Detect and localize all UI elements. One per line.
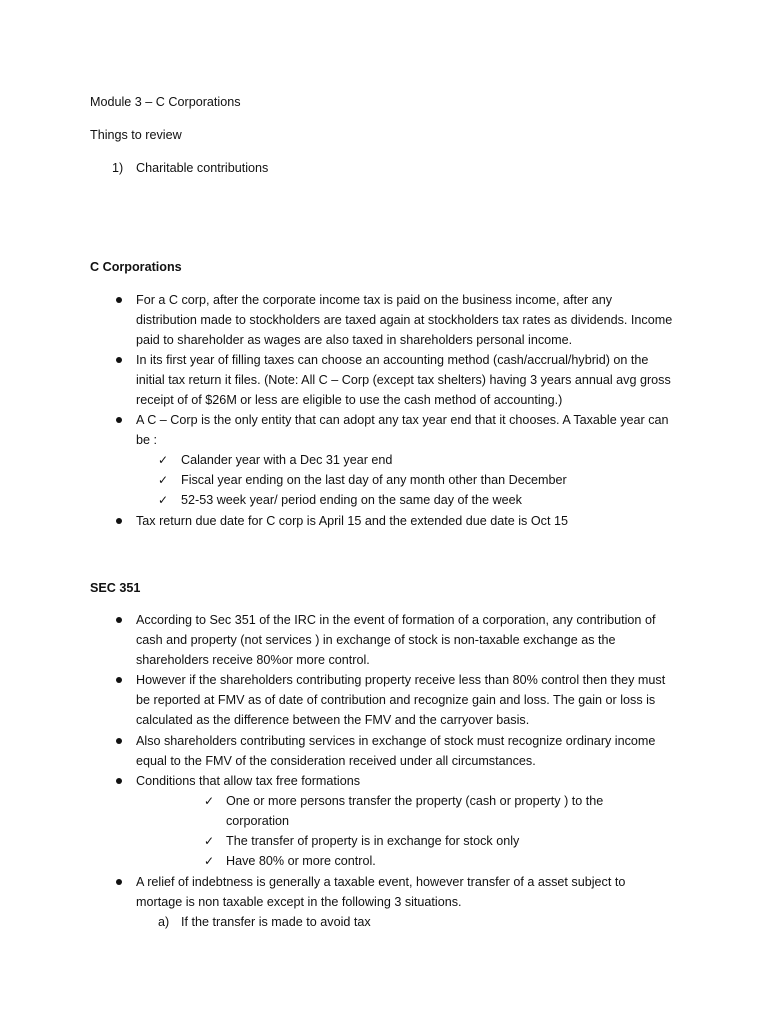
review-item-number: 1) <box>112 161 124 175</box>
bullet-line: receipt of of $26M or less are eligible to use the cash method of accounting.) <box>136 393 563 407</box>
bullet-line: calculated as the difference between the FMV and the carryover basis. <box>136 713 530 727</box>
bullet-dot-icon <box>116 297 122 303</box>
section-heading-sec-351: SEC 351 <box>90 581 141 595</box>
bullet-line: cash and property (not services ) in exchange of stock is non-taxable exchange as the <box>136 633 616 647</box>
bullet-dot-icon <box>116 879 122 885</box>
bullet-line: Conditions that allow tax free formations <box>136 774 361 788</box>
sub-item-text: If the transfer is made to avoid tax <box>181 915 371 929</box>
checkmark-icon: ✓ <box>158 493 169 507</box>
bullet-line: equal to the FMV of the consideration received under all circumstances. <box>136 754 536 768</box>
bullet-line: For a C corp, after the corporate income tax is paid on the business income, after any <box>136 293 613 307</box>
check-item: Fiscal year ending on the last day of any month other than December <box>181 473 567 487</box>
bullet-line: be : <box>136 433 158 447</box>
bullet-line: distribution made to stockholders are taxed again at stockholders tax rates as dividends. Income <box>136 313 673 327</box>
bullet-line: A C – Corp is the only entity that can adopt any tax year end that it chooses. A Taxable year can <box>136 413 669 427</box>
check-item: One or more persons transfer the property (cash or property ) to the <box>226 794 604 808</box>
checkmark-icon: ✓ <box>204 794 215 808</box>
sub-item-letter: a) <box>158 915 170 929</box>
bullet-line: initial tax return it files. (Note: All C – Corp (except tax shelters) having 3 years annual avg gross <box>136 373 671 387</box>
bullet-line: However if the shareholders contributing property receive less than 80% control then they must <box>136 673 666 687</box>
bullet-dot-icon <box>116 357 122 363</box>
checkmark-icon: ✓ <box>204 834 215 848</box>
check-item: 52-53 week year/ period ending on the same day of the week <box>181 493 522 507</box>
bullet-line: be reported at FMV as of date of contribution and recognize gain and loss. The gain or loss is <box>136 693 656 707</box>
bullet-line: According to Sec 351 of the IRC in the event of formation of a corporation, any contribution of <box>136 613 656 627</box>
checkmark-icon: ✓ <box>158 453 169 467</box>
bullet-dot-icon <box>116 738 122 744</box>
checkmark-icon: ✓ <box>158 473 169 487</box>
review-item-text: Charitable contributions <box>136 161 269 175</box>
module-title: Module 3 – C Corporations <box>90 95 241 109</box>
bullet-dot-icon <box>116 778 122 784</box>
checkmark-icon: ✓ <box>204 854 215 868</box>
bullet-dot-icon <box>116 518 122 524</box>
check-item: The transfer of property is in exchange for stock only <box>226 834 520 848</box>
check-item: Calander year with a Dec 31 year end <box>181 453 393 467</box>
bullet-dot-icon <box>116 617 122 623</box>
bullet-line: A relief of indebtness is generally a taxable event, however transfer of a asset subject to <box>136 875 626 889</box>
section-heading-c-corporations: C Corporations <box>90 260 182 274</box>
bullet-line: Tax return due date for C corp is April 15 and the extended due date is Oct 15 <box>136 514 568 528</box>
bullet-line: shareholders receive 80%or more control. <box>136 653 370 667</box>
check-item: Have 80% or more control. <box>226 854 376 868</box>
check-item-continuation: corporation <box>226 814 290 828</box>
bullet-line: Also shareholders contributing services in exchange of stock must recognize ordinary income <box>136 734 656 748</box>
bullet-line: paid to shareholder as wages are also taxed in shareholders personal income. <box>136 333 573 347</box>
bullet-line: In its first year of filling taxes can choose an accounting method (cash/accrual/hybrid) on the <box>136 353 649 367</box>
bullet-dot-icon <box>116 417 122 423</box>
things-to-review-label: Things to review <box>90 128 182 142</box>
bullet-line: mortage is non taxable except in the following 3 situations. <box>136 895 462 909</box>
bullet-dot-icon <box>116 677 122 683</box>
